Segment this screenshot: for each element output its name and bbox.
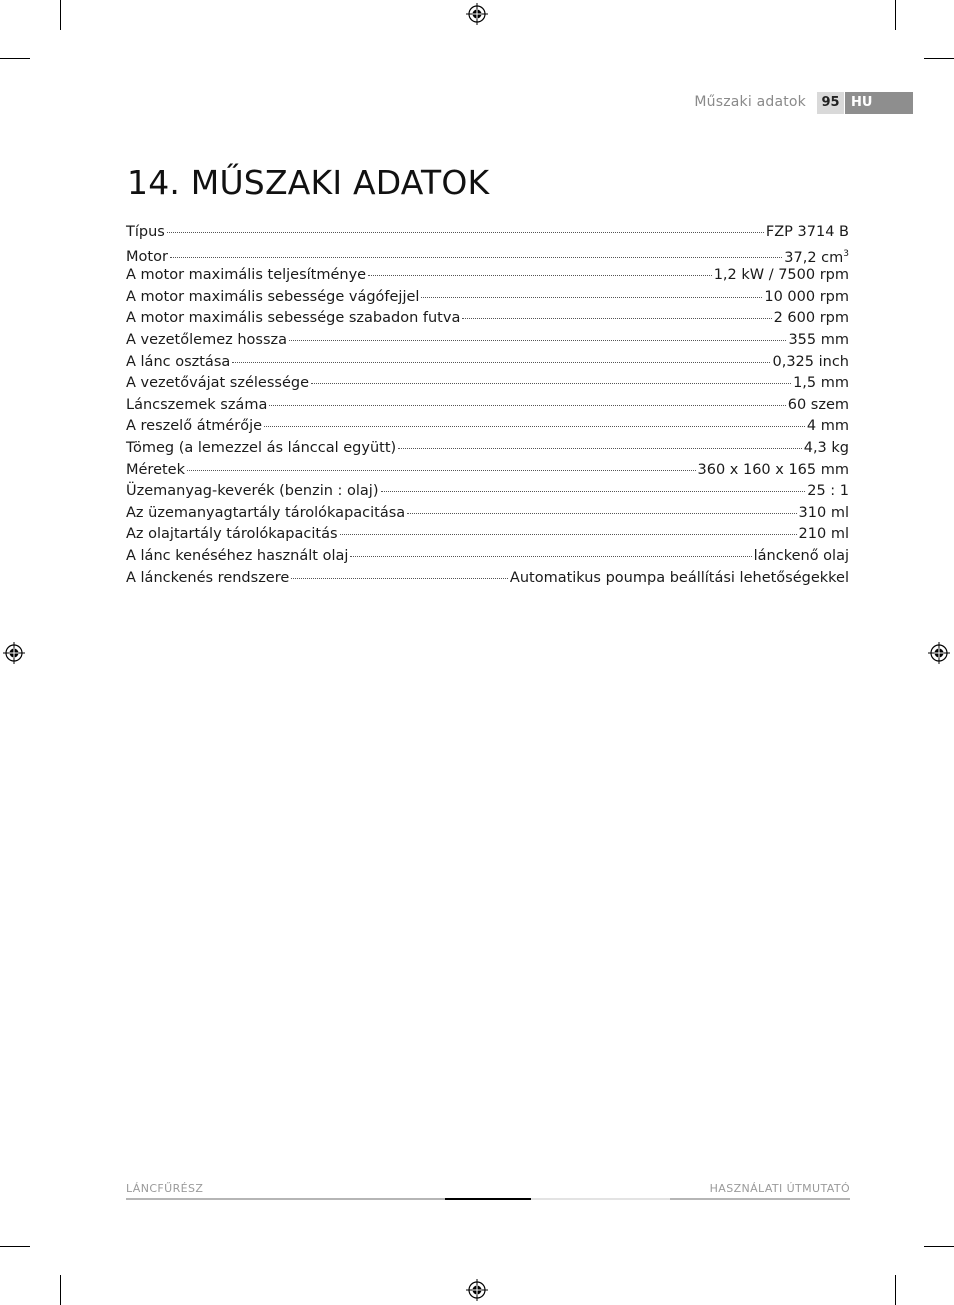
spec-row	[126, 438, 849, 460]
page-title: 14. MŰSZAKI ADATOK	[127, 163, 490, 202]
spec-row	[126, 546, 849, 568]
crop-mark	[895, 0, 896, 30]
spec-value	[799, 524, 849, 546]
dot-leader	[421, 297, 762, 298]
spec-row	[126, 308, 849, 330]
spec-value-text: FZP 3714 B	[765, 224, 849, 240]
spec-value-text: 0,325 inch	[772, 353, 849, 370]
spec-row	[126, 460, 849, 482]
crop-mark	[0, 1246, 30, 1247]
spec-row	[126, 503, 849, 525]
footer-rule-accent	[445, 1198, 531, 1200]
dot-leader	[381, 491, 806, 492]
spec-value	[788, 395, 849, 417]
spec-label: Típus	[126, 224, 165, 240]
spec-value-superscript: 3	[843, 248, 849, 259]
spec-value-text: 1,5 mm	[793, 375, 849, 392]
footer-document-name: HASZNÁLATI ÚTMUTATÓ	[709, 1182, 850, 1195]
dot-leader	[187, 470, 696, 471]
spec-value-text: 10 000 rpm	[764, 288, 849, 305]
dot-leader	[311, 383, 791, 384]
spec-row	[126, 568, 849, 590]
spec-value	[714, 265, 849, 287]
spec-label: Tömeg (a lemezzel ás lánccal együtt)	[126, 439, 397, 456]
dot-leader	[264, 426, 805, 427]
spec-label: A lánc kenéséhez használt olaj	[126, 547, 349, 564]
spec-label: A motor maximális sebessége vágófejjel	[126, 288, 420, 305]
spec-value-text: lánckenő olaj	[753, 547, 849, 564]
spec-value	[510, 568, 849, 590]
dot-leader	[368, 275, 712, 276]
registration-mark-icon	[3, 642, 25, 664]
crop-mark	[924, 1246, 954, 1247]
crop-mark	[60, 1275, 61, 1305]
spec-value-text: 310 ml	[798, 504, 849, 521]
dot-leader	[291, 578, 508, 579]
dot-leader	[398, 448, 802, 449]
crop-mark	[895, 1275, 896, 1305]
spec-value	[698, 460, 850, 482]
footer-product-name: LÁNCFŰRÉSZ	[126, 1182, 204, 1195]
spec-label: Az üzemanyagtartály tárolókapacitása	[126, 504, 406, 521]
spec-label: Üzemanyag-keverék (benzin : olaj)	[126, 483, 379, 500]
spec-value	[807, 416, 849, 438]
spec-row	[126, 330, 849, 352]
spec-row	[126, 373, 849, 395]
spec-label: Méretek	[126, 461, 185, 478]
dot-leader	[289, 340, 786, 341]
registration-mark-icon	[466, 1279, 488, 1301]
spec-value	[764, 287, 849, 309]
spec-row	[126, 265, 849, 287]
footer-rule	[126, 1198, 445, 1200]
spec-value-text: 25 : 1	[807, 483, 849, 500]
spec-value	[793, 373, 849, 395]
spec-label: A lánckenés rendszere	[126, 569, 290, 586]
crop-mark	[60, 0, 61, 30]
spec-row	[126, 481, 849, 503]
registration-mark-icon	[466, 3, 488, 25]
spec-value-text: 4 mm	[806, 418, 849, 435]
crop-mark	[0, 58, 30, 59]
dot-leader	[407, 513, 796, 514]
header-section-title: Műszaki adatok	[694, 94, 806, 110]
spec-label: A vezetőlemez hossza	[126, 331, 288, 348]
spec-value-text: Automatikus poumpa beállítási lehetőségekkel	[509, 569, 849, 586]
spec-value-text: 360 x 160 x 165 mm	[697, 461, 849, 478]
crop-mark	[924, 58, 954, 59]
spec-value-text: 60 szem	[787, 396, 849, 413]
spec-list	[126, 222, 849, 589]
spec-value-text: 1,2 kW / 7500 rpm	[713, 267, 849, 284]
dot-leader	[232, 362, 770, 363]
spec-label: A motor maximális teljesítménye	[126, 267, 367, 284]
spec-value	[788, 330, 849, 352]
spec-label: A reszelő átmérője	[126, 418, 263, 435]
spec-label: A motor maximális sebessége szabadon futva	[126, 310, 461, 327]
spec-value-text: 355 mm	[788, 331, 849, 348]
spec-value	[799, 503, 849, 525]
spec-value	[772, 352, 849, 374]
spec-value-text: 2 600 rpm	[773, 310, 849, 327]
spec-row	[126, 287, 849, 309]
spec-value-text: 37,2 cm	[784, 249, 844, 266]
spec-value	[754, 546, 849, 568]
dot-leader	[167, 232, 764, 233]
spec-label: Az olajtartály tárolókapacitás	[126, 526, 338, 543]
footer-rule	[670, 1198, 850, 1200]
language-badge: HU	[845, 92, 913, 114]
spec-value	[774, 308, 849, 330]
spec-row	[126, 244, 849, 266]
registration-mark-icon	[928, 642, 950, 664]
spec-label: Motor	[126, 249, 168, 266]
spec-row	[126, 395, 849, 417]
spec-value-text: 210 ml	[798, 526, 849, 543]
spec-row	[126, 222, 849, 244]
page-number: 95	[817, 92, 844, 114]
dot-leader	[340, 534, 797, 535]
dot-leader	[269, 405, 785, 406]
spec-label: A lánc osztása	[126, 353, 231, 370]
spec-value-text: 4,3 kg	[803, 439, 849, 456]
spec-row	[126, 352, 849, 374]
dot-leader	[350, 556, 751, 557]
footer-rule	[531, 1198, 670, 1200]
spec-row	[126, 524, 849, 546]
spec-value	[807, 481, 849, 503]
spec-label: A vezetővájat szélessége	[126, 375, 309, 392]
spec-row	[126, 416, 849, 438]
spec-label: Láncszemek száma	[126, 396, 268, 413]
spec-value	[804, 438, 849, 460]
dot-leader	[170, 257, 782, 258]
spec-value	[766, 222, 849, 244]
dot-leader	[462, 318, 771, 319]
